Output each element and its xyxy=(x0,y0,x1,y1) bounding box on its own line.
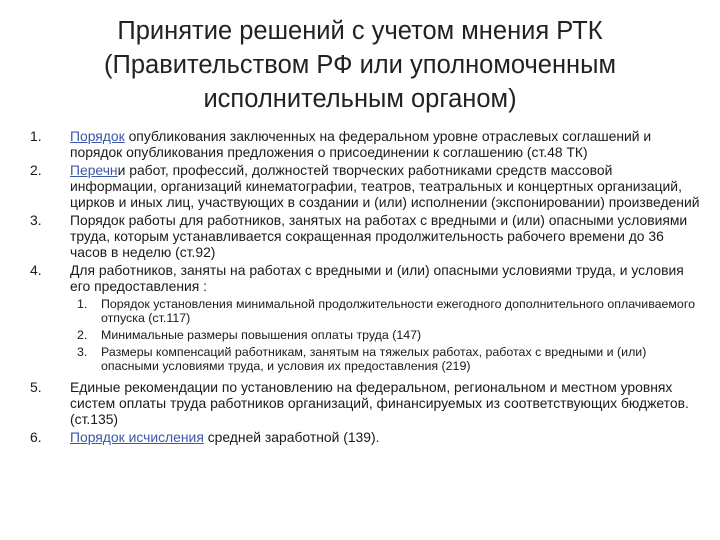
list-item-text: Порядок работы для работников, занятых на работах с вредными и (или) опасными условиями труда, которым устанавливается сокращенная продолжительность рабочего времени до 36 часов в неделю (ст.92) xyxy=(70,212,688,260)
sub-list xyxy=(30,297,700,373)
sub-list-item-1 xyxy=(77,297,700,325)
list-item-text: средней заработной (139). xyxy=(203,429,380,445)
list-number: 3. xyxy=(30,212,42,228)
perechen-link[interactable]: Перечн xyxy=(70,162,118,178)
list-number: 5. xyxy=(30,379,42,395)
porядок-link[interactable]: Порядок xyxy=(70,128,125,144)
title-line-3: исполнительным органом) xyxy=(203,85,517,113)
list-item-4 xyxy=(30,262,700,294)
sub-list-number: 3. xyxy=(77,345,88,359)
list-item-text: Для работников, заняты на работах с вредными и (или) опасными условиями труда, и условия его предоставления : xyxy=(70,262,684,294)
title-line-1: Принятие решений с учетом мнения РТК xyxy=(117,17,603,45)
list-item-text: Единые рекомендации по установлению на федеральном, региональном и местном уровнях систем оплаты труда работников организаций, финансируемых из соответствующих бюджетов. (ст.135) xyxy=(70,379,689,427)
sub-list-number: 1. xyxy=(77,297,88,311)
slide-title xyxy=(0,14,720,116)
sub-list-item-text: Размеры компенсаций работникам, занятым на тяжелых работах, работах с вредными и (или) опасными условиями труда, и условия их предоставления (219) xyxy=(101,345,647,373)
list-item-text: и работ, профессий, должностей творческих работниками средств массовой информации, организаций кинематографии, театров, театральных и концертных организаций, цирков и иных лиц, участвующих в создании и (или) исполнении (экспонировании) произведений xyxy=(70,162,700,210)
title-line-2: (Правительством РФ или уполномоченным xyxy=(104,51,616,79)
list-number: 4. xyxy=(30,262,42,278)
sub-list-item-text: Порядок установления минимальной продолжительности ежегодного дополнительного оплачиваемого отпуска (ст.117) xyxy=(101,297,695,325)
numbered-list xyxy=(30,128,700,447)
list-item-text: опубликования заключенных на федеральном уровне отраслевых соглашений и порядок опубликования предложения о присоединении к соглашению (ст.48 ТК) xyxy=(70,128,652,160)
list-number: 6. xyxy=(30,429,42,445)
sub-list-item-3 xyxy=(77,345,700,373)
sub-list-number: 2. xyxy=(77,328,88,342)
list-item-2 xyxy=(30,162,700,210)
sub-list-item-2 xyxy=(77,328,700,342)
list-item-1 xyxy=(30,128,700,160)
sub-list-item-text: Минимальные размеры повышения оплаты труда (147) xyxy=(101,328,422,342)
poryadok-ischisleniya-link[interactable]: Порядок исчисления xyxy=(70,429,204,445)
list-item-5 xyxy=(30,379,700,427)
list-item-6 xyxy=(30,429,700,445)
list-item-3 xyxy=(30,212,700,260)
list-number: 1. xyxy=(30,128,42,144)
list-number: 2. xyxy=(30,162,42,178)
